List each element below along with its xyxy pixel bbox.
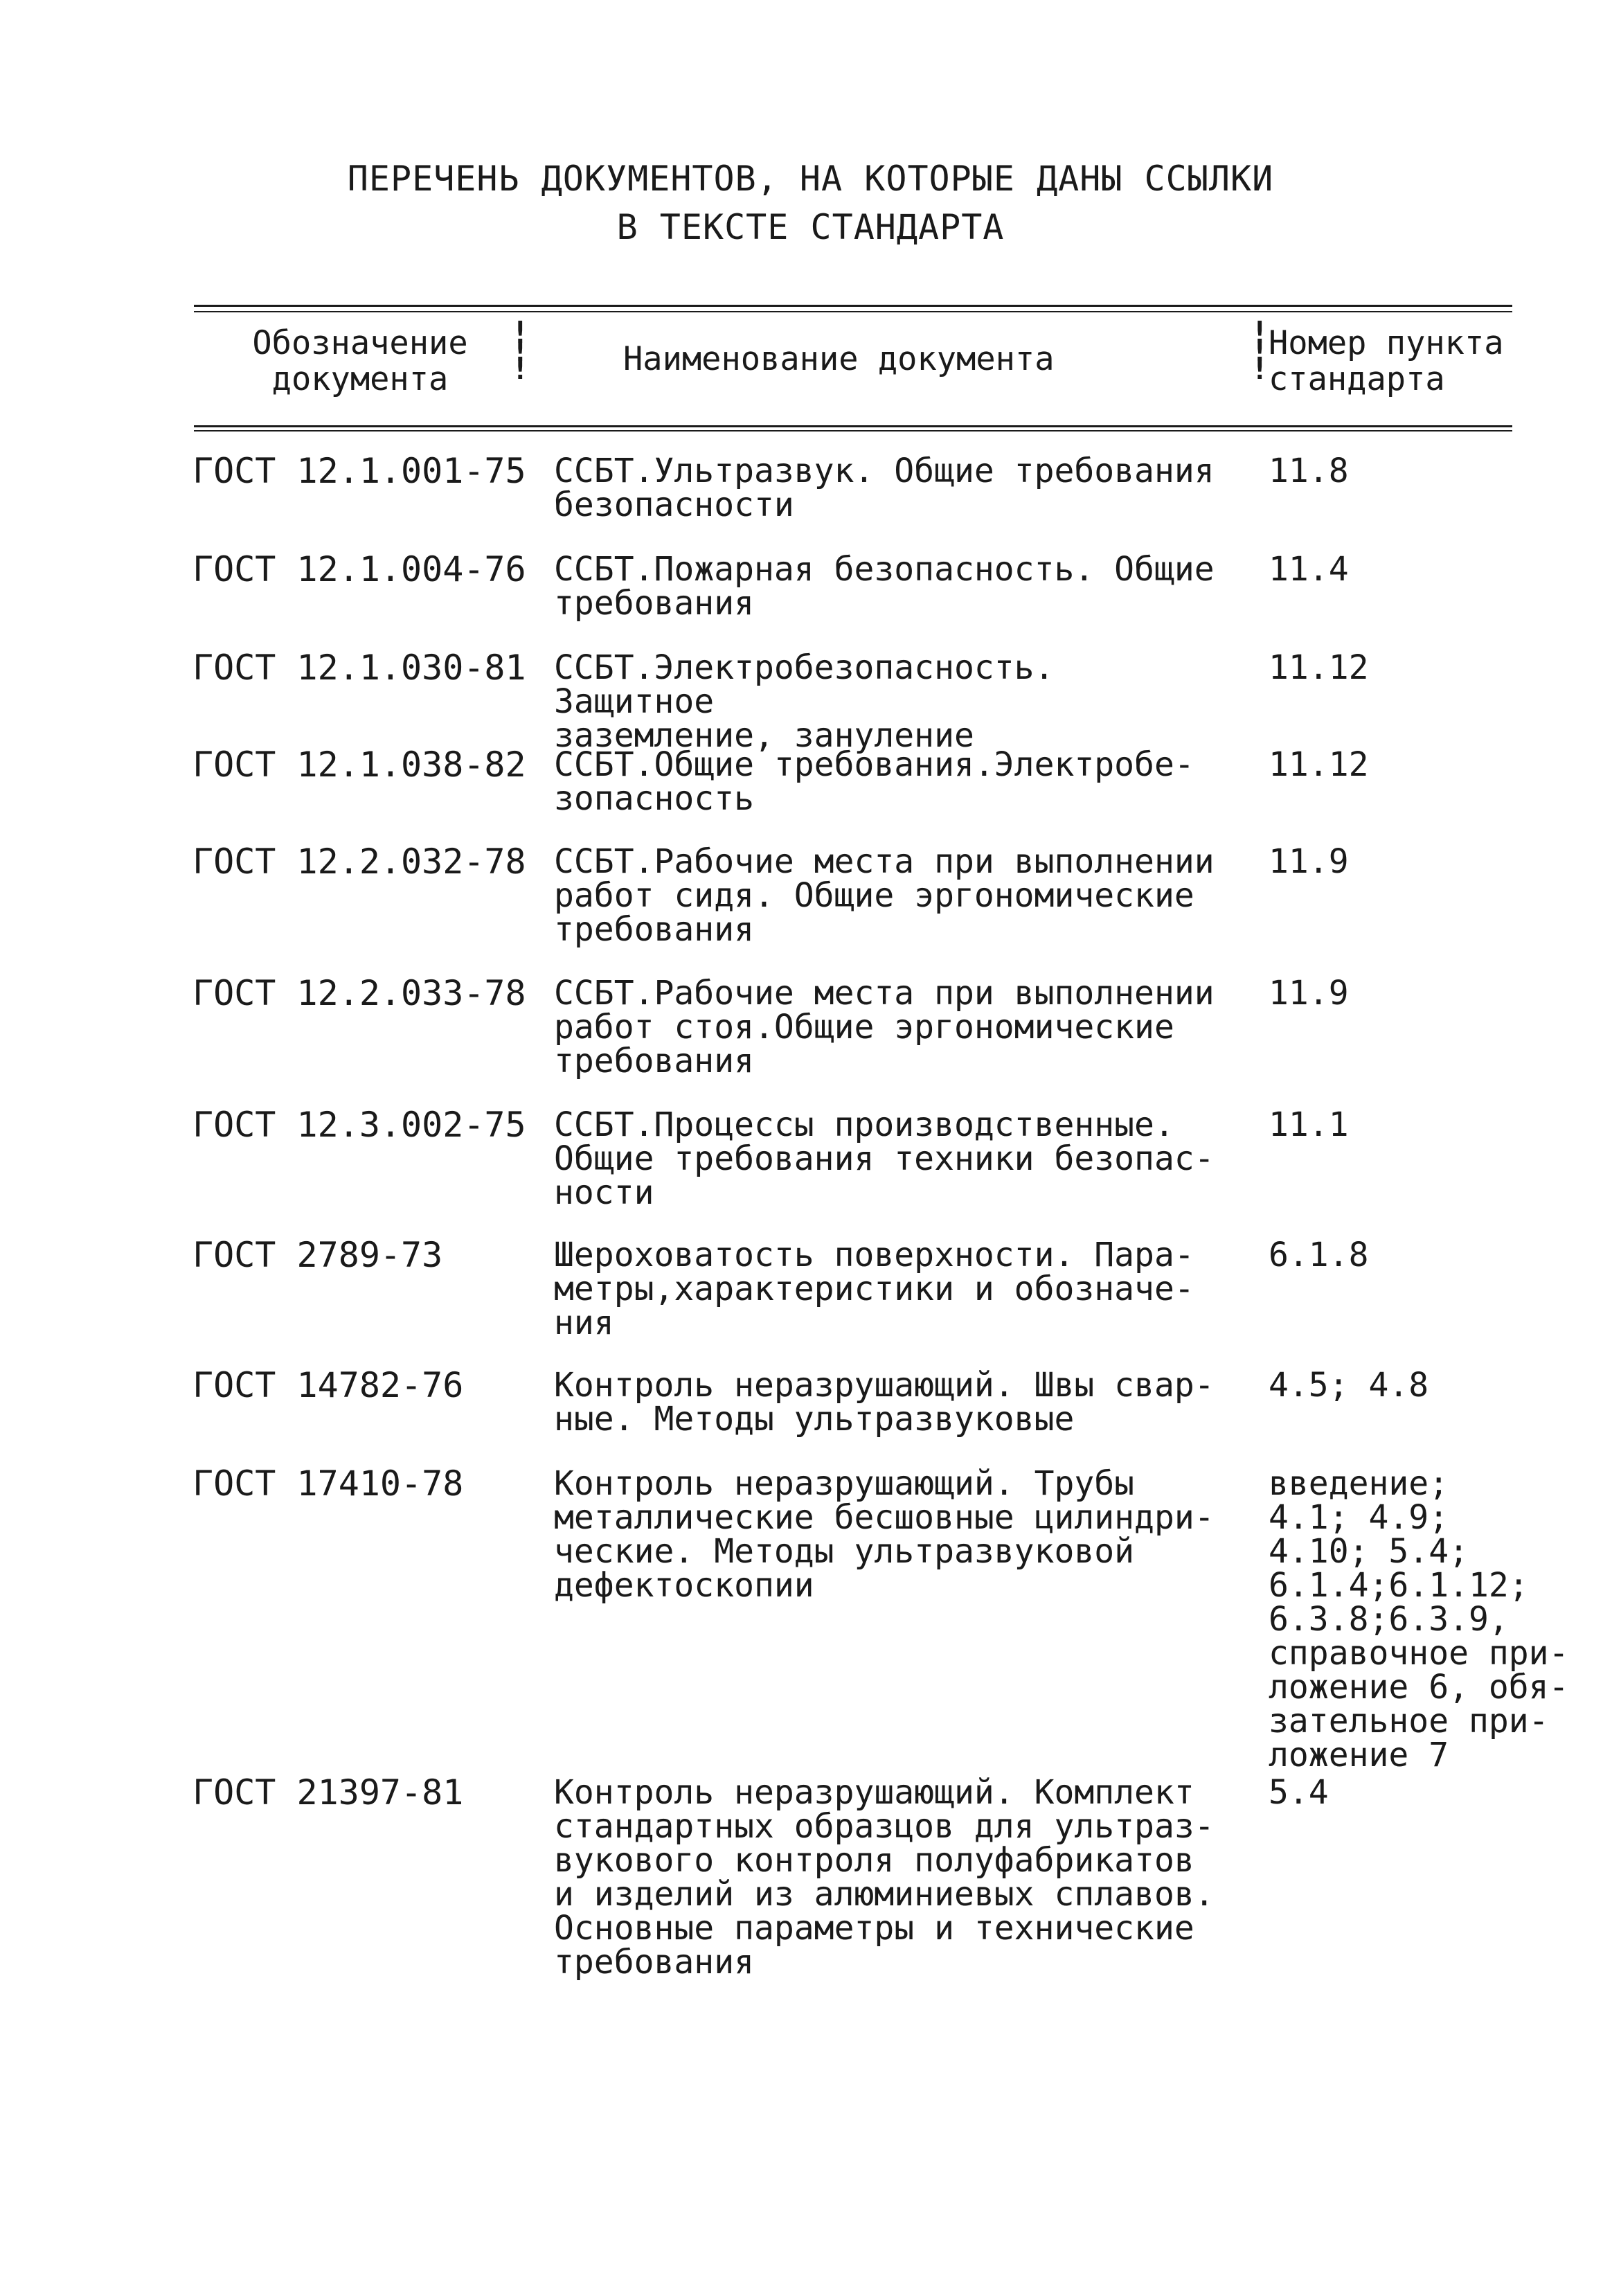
document-code: ГОСТ 17410-78 — [192, 1463, 464, 1504]
document-code: ГОСТ 12.1.038-82 — [192, 745, 526, 785]
column-separator: ! ! ! — [511, 315, 530, 386]
document-code: ГОСТ 12.2.033-78 — [192, 973, 526, 1013]
clause-number: 6.1.8 — [1269, 1236, 1369, 1274]
document-code: ГОСТ 12.1.004-76 — [192, 549, 526, 589]
clause-number: 11.4 — [1269, 550, 1349, 589]
clause-number: 11.9 — [1269, 974, 1349, 1013]
clause-number: 11.8 — [1269, 452, 1349, 490]
clause-number: 5.4 — [1269, 1773, 1329, 1812]
document-title: Контроль неразрушающий. Трубы металлические бесшовные цилиндри- ческие. Методы ультразвуковой дефектоскопии — [554, 1464, 1215, 1605]
document-title: Контроль неразрушающий. Швы свар- ные. Методы ультразвуковые — [554, 1366, 1215, 1439]
document-code: ГОСТ 12.2.032-78 — [192, 842, 526, 882]
clause-number: 11.9 — [1269, 842, 1349, 881]
document-title: ССБТ.Рабочие места при выполнении работ стоя.Общие эргономические требования — [554, 974, 1215, 1080]
document-code: ГОСТ 2789-73 — [192, 1235, 443, 1275]
document-title: Контроль неразрушающий. Комплект стандартных образцов для ультраз- вукового контроля полуфабрикатов и изделий из алюминиевых сплавов. Основные параметры и технические требования — [554, 1773, 1215, 1982]
document-code: ГОСТ 21397-81 — [192, 1772, 464, 1813]
page-title: ПЕРЕЧЕНЬ ДОКУМЕНТОВ, НА КОТОРЫЕ ДАНЫ ССЫЛКИ — [347, 159, 1274, 199]
document-title: ССБТ.Электробезопасность. Защитное заземление, зануление — [554, 648, 1055, 755]
clause-number: введение; 4.1; 4.9; 4.10; 5.4; 6.1.4;6.1.12; 6.3.8;6.3.9, справочное при- ложение 6, обя- зательное при- ложение 7 — [1269, 1464, 1569, 1774]
document-title: ССБТ.Ультразвук. Общие требования безопасности — [554, 452, 1215, 524]
clause-number: 11.12 — [1269, 745, 1369, 784]
document-title: ССБТ.Процессы производственные. Общие требования техники безопас- ности — [554, 1105, 1215, 1212]
clause-number: 4.5; 4.8 — [1269, 1366, 1429, 1405]
page-subtitle: В ТЕКСТЕ СТАНДАРТА — [616, 207, 1005, 247]
clause-number: 11.12 — [1269, 648, 1369, 687]
document-code: ГОСТ 12.1.030-81 — [192, 648, 526, 688]
document-code: ГОСТ 14782-76 — [192, 1365, 464, 1405]
clause-number: 11.1 — [1269, 1105, 1349, 1144]
document-title: ССБТ.Рабочие места при выполнении работ сидя. Общие эргономические требования — [554, 842, 1215, 949]
document-code: ГОСТ 12.3.002-75 — [192, 1105, 526, 1145]
document-title: ССБТ.Пожарная безопасность. Общие требования — [554, 550, 1215, 623]
document-code: ГОСТ 12.1.001-75 — [192, 451, 526, 491]
document-title: Шероховатость поверхности. Пара- метры,характеристики и обозначе- ния — [554, 1236, 1194, 1342]
document-title: ССБТ.Общие требования.Электробе- зопасность — [554, 745, 1194, 818]
column-header-name: Наименование документа — [623, 340, 1055, 378]
column-separator: ! ! ! — [1251, 315, 1269, 386]
column-header-clause: Номер пункта стандарта — [1269, 324, 1504, 398]
column-header-designation: Обозначение документа — [252, 324, 468, 398]
